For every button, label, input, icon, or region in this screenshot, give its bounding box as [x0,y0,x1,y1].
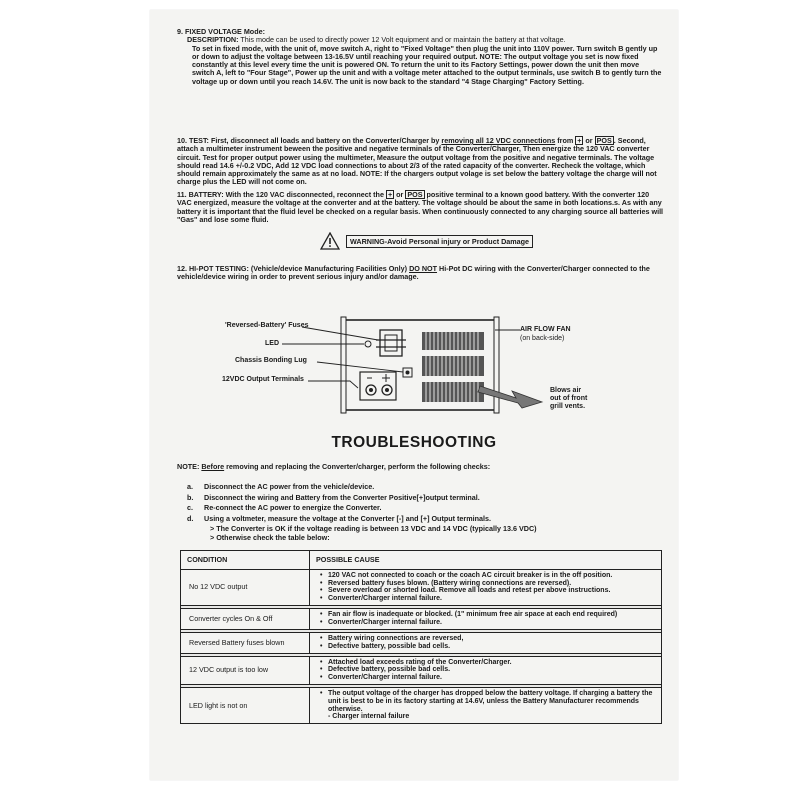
underlined-text: DO NOT [409,264,438,273]
cause-list [314,659,657,682]
section-text: from [555,136,576,145]
troubleshooting-note [177,463,665,471]
step-key: d. [187,513,194,523]
condition-cell: Converter cycles On & Off [181,608,310,629]
cause-cell [310,632,662,653]
table-body [181,569,662,723]
label-blows-air-1: Blows air [550,387,582,394]
cause-item: • Converter/Charger internal failure. [320,595,657,603]
step-subnote: > The Converter is OK if the voltage reading is between 13 VDC and 14 VDC (typically 13.6 VDC) [210,524,537,533]
underlined-text: removing all 12 VDC connections [441,136,556,145]
section-heading: 10. TEST: [177,136,209,145]
cause-list [314,635,657,651]
cause-item: • Defective battery, possible bad cells. [320,643,657,651]
label-air-flow-fan: AIR FLOW FAN [520,326,571,333]
cause-item: • Defective battery, possible bad cells. [320,666,657,674]
note-underlined: Before [201,462,225,471]
section-text: or [583,136,595,145]
section-text: positive terminal to a known good battery. With the converter 120 VAC energized, measure the voltage at the converter and at the battery. The voltage should be about the same in both locations.s. As with any battery it is important that the fluid level be checked on a regular basis. When continuously connected to any charging source all batteries will "Gas" and lose some fluid. [177,190,664,224]
cause-item: • Severe overload or shorted load. Remove all loads and retest per above instructions. [320,587,657,595]
table-row [181,632,662,653]
step-key: c. [187,503,193,512]
condition-cell: No 12 VDC output [181,569,310,605]
section-battery [177,190,665,224]
cause-item: • Battery wiring connections are reversed, [320,635,657,643]
cause-cell [310,569,662,605]
section-text: With the 120 VAC disconnected, reconnect the [223,190,386,199]
cause-item: • Converter/Charger internal failure. [320,674,657,682]
pos-terminal-symbol: POS [407,190,423,199]
step-key: b. [187,492,194,502]
list-item [187,482,657,493]
section-heading: 11. BATTERY: [177,190,224,199]
step-text: Disconnect the wiring and Battery from the Converter Positive[+]output terminal. [204,492,480,502]
list-item [187,533,657,542]
label-reversed-battery-fuses: 'Reversed-Battery' Fuses [225,322,309,329]
cause-cell [310,656,662,684]
list-item [187,493,657,504]
condition-cell: Reversed Battery fuses blown [181,632,310,653]
pos-terminal-symbol: POS [596,136,612,145]
table-row [181,608,662,629]
label-blows-air-2: out of front [550,395,588,402]
troubleshooting-title: TROUBLESHOOTING [331,434,497,451]
step-text: Re-connect the AC power to energize the Converter. [204,503,382,512]
label-output-terminals: 12VDC Output Terminals [222,376,304,383]
section-body: To set in fixed mode, with the unit of, move switch A, right to "Fixed Voltage" then plug the unit into 110V power. Turn switch B gently up or down to adjust the voltage between 13-16.5V until reaching your required output. NOTE: The output voltage you set is now fixed constantly at this level every time the unit is powered ON. To return the unit to its Factory Settings, power down the unit then move switch A, left to "Four Stage", Power up the unit and with a voltage meter attached to the output terminals, use switch B to gently turn the voltage up or down until you reach 14.6V. The unit is now back to the standard "4 Stage Charging" Factory Setting. [192,43,662,86]
label-led: LED [265,340,279,347]
warning-text: WARNING-Avoid Personal injury or Product Damage [346,235,533,248]
section-text: or [394,190,406,199]
list-item [187,503,657,514]
label-blows-air-3: grill vents. [550,403,586,410]
cause-item: • The output voltage of the charger has dropped below the battery voltage. If charging a battery the unit is best to be in its factory starting at 14.6V, unless the Battery Manufacturer recommends otherwise. - Charger internal failure [320,690,657,721]
plus-terminal-symbol: + [387,190,393,199]
section-text: Hi-Pot DC wiring with the Converter/Charger connected to the vehicle/device wiring in order to prevent serious injury and/or damage. [177,264,650,282]
manual-page [150,10,678,780]
section-text: . Second, attach a multimeter instrument beween the positive and negative terminals of the Converter/Charger, Then energize the 120 VAC converter circuit. Test for proper output power using the multimeter, Measure the output voltage from the positive and negative terminals. The voltage should read 14.6 +/-0.2 VDC, Add 12 VDC load connections to about 2/3 of the rated capacity of the converter. Recheck the voltage, which should remain approximately the same as at no load. NOTE: If the chargers output volage is set below the battery voltage the charge will not charge plus the LED will not come on. [177,136,657,187]
cause-item: • Fan air flow is inadequate or blocked. (1" minimum free air space at each end required) [320,611,657,619]
list-item [187,524,657,533]
warning-triangle-icon [320,232,340,250]
section-fixed-voltage [177,27,662,86]
cause-item: • Attached load exceeds rating of the Converter/Charger. [320,659,657,667]
plus-terminal-symbol: + [577,136,582,145]
description-label: DESCRIPTION: [187,35,239,45]
step-text: Disconnect the AC power from the vehicle/device. [204,482,375,491]
condition-cell: LED light is not on [181,687,310,723]
section-hipot [177,265,665,282]
cause-item: • Reversed battery fuses blown. (Battery wiring connections are reversed). [320,580,657,588]
cause-cell [310,687,662,723]
column-header-possible-cause: POSSIBLE CAUSE [310,551,662,570]
warning-notice [320,232,533,250]
section-text: (Vehicle/device Manufacturing Facilities Only) [248,264,410,273]
cause-item: • 120 VAC not connected to coach or the coach AC circuit breaker is in the off position. [320,572,657,580]
label-chassis-bonding-lug: Chassis Bonding Lug [235,357,307,364]
step-text: Using a voltmeter, measure the voltage at the Converter [-] and [+] Output terminals. [204,513,491,523]
step-key: a. [187,482,193,491]
note-text: removing and replacing the Converter/charger, perform the following checks: [224,462,491,471]
section-heading: 9. FIXED VOLTAGE Mode: [177,27,265,36]
section-text: First, disconnect all loads and battery on the Converter/Charger by [208,136,442,145]
label-fan-location: (on back-side) [520,335,565,342]
converter-diagram [220,310,610,420]
troubleshooting-table [180,550,662,724]
section-test [177,136,665,187]
table-row [181,569,662,605]
cause-list [314,611,657,627]
cause-list [314,572,657,603]
note-label: NOTE: [177,462,202,471]
cause-list [314,690,657,721]
cause-cell [310,608,662,629]
column-header-condition: CONDITION [181,551,310,570]
list-item [187,514,657,525]
table-row [181,656,662,684]
section-heading: 12. HI-POT TESTING: [177,264,249,273]
cause-item: • Converter/Charger internal failure. [320,619,657,627]
step-subnote: > Otherwise check the table below: [210,533,330,542]
description-text: This mode can be used to directly power 12 Volt equipment and or maintain the battery at that voltage. [238,35,566,45]
troubleshooting-steps [187,482,657,542]
table-header-row [181,551,662,570]
table-row [181,687,662,723]
condition-cell: 12 VDC output is too low [181,656,310,684]
